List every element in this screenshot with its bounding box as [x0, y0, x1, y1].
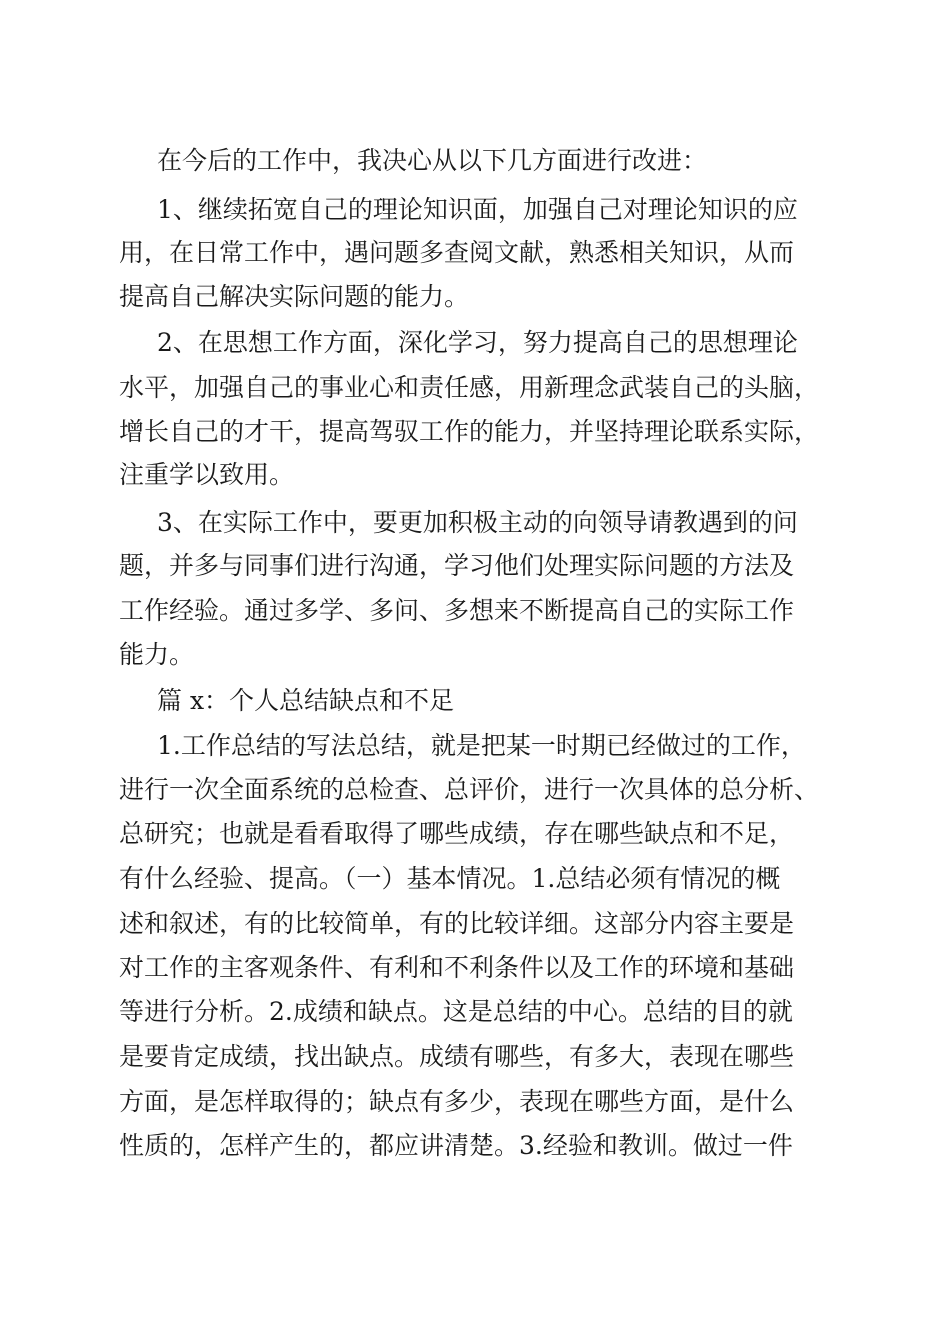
- text-line-19: 对工作的主客观条件、有利和不利条件以及工作的环境和基础: [119, 953, 795, 982]
- text-line-16: 总研究；也就是看看取得了哪些成绩，存在哪些缺点和不足，: [119, 819, 795, 848]
- text-line-4: 提高自己解决实际问题的能力。: [119, 282, 470, 311]
- text-line-1: 在今后的工作中，我决心从以下几方面进行改进：: [157, 146, 708, 175]
- text-line-11: 工作经验。通过多学、多问、多想来不断提高自己的实际工作: [119, 596, 795, 625]
- text-line-14: 1.工作总结的写法总结，就是把某一时期已经做过的工作，: [157, 731, 806, 760]
- text-line-22: 方面，是怎样取得的；缺点有多少，表现在哪些方面，是什么: [119, 1087, 795, 1116]
- text-line-20: 等进行分析。2.成绩和缺点。这是总结的中心。总结的目的就: [119, 997, 793, 1026]
- text-line-10: 题，并多与同事们进行沟通，学习他们处理实际问题的方法及: [119, 551, 795, 580]
- text-line-17: 有什么经验、提高。（一）基本情况。1.总结必须有情况的概: [119, 864, 781, 893]
- text-line-8: 注重学以致用。: [119, 460, 295, 489]
- section-heading: 篇 x：个人总结缺点和不足: [157, 686, 455, 715]
- text-line-12: 能力。: [119, 640, 195, 669]
- text-line-7: 增长自己的才干，提高驾驭工作的能力，并坚持理论联系实际，: [119, 417, 820, 446]
- text-line-18: 述和叙述，有的比较简单，有的比较详细。这部分内容主要是: [119, 909, 795, 938]
- text-line-6: 水平，加强自己的事业心和责任感，用新理念武装自己的头脑，: [119, 373, 820, 402]
- text-line-5: 2、在思想工作方面，深化学习，努力提高自己的思想理论: [157, 328, 798, 357]
- text-line-9: 3、在实际工作中，要更加积极主动的向领导请教遇到的问: [157, 508, 798, 537]
- text-line-2: 1、继续拓宽自己的理论知识面，加强自己对理论知识的应: [157, 195, 798, 224]
- text-line-21: 是要肯定成绩，找出缺点。成绩有哪些，有多大，表现在哪些: [119, 1042, 795, 1071]
- text-line-3: 用，在日常工作中，遇问题多查阅文献，熟悉相关知识，从而: [119, 238, 795, 267]
- text-line-15: 进行一次全面系统的总检查、总评价，进行一次具体的总分析、: [119, 775, 820, 804]
- text-line-23: 性质的，怎样产生的，都应讲清楚。3.经验和教训。做过一件: [119, 1131, 793, 1160]
